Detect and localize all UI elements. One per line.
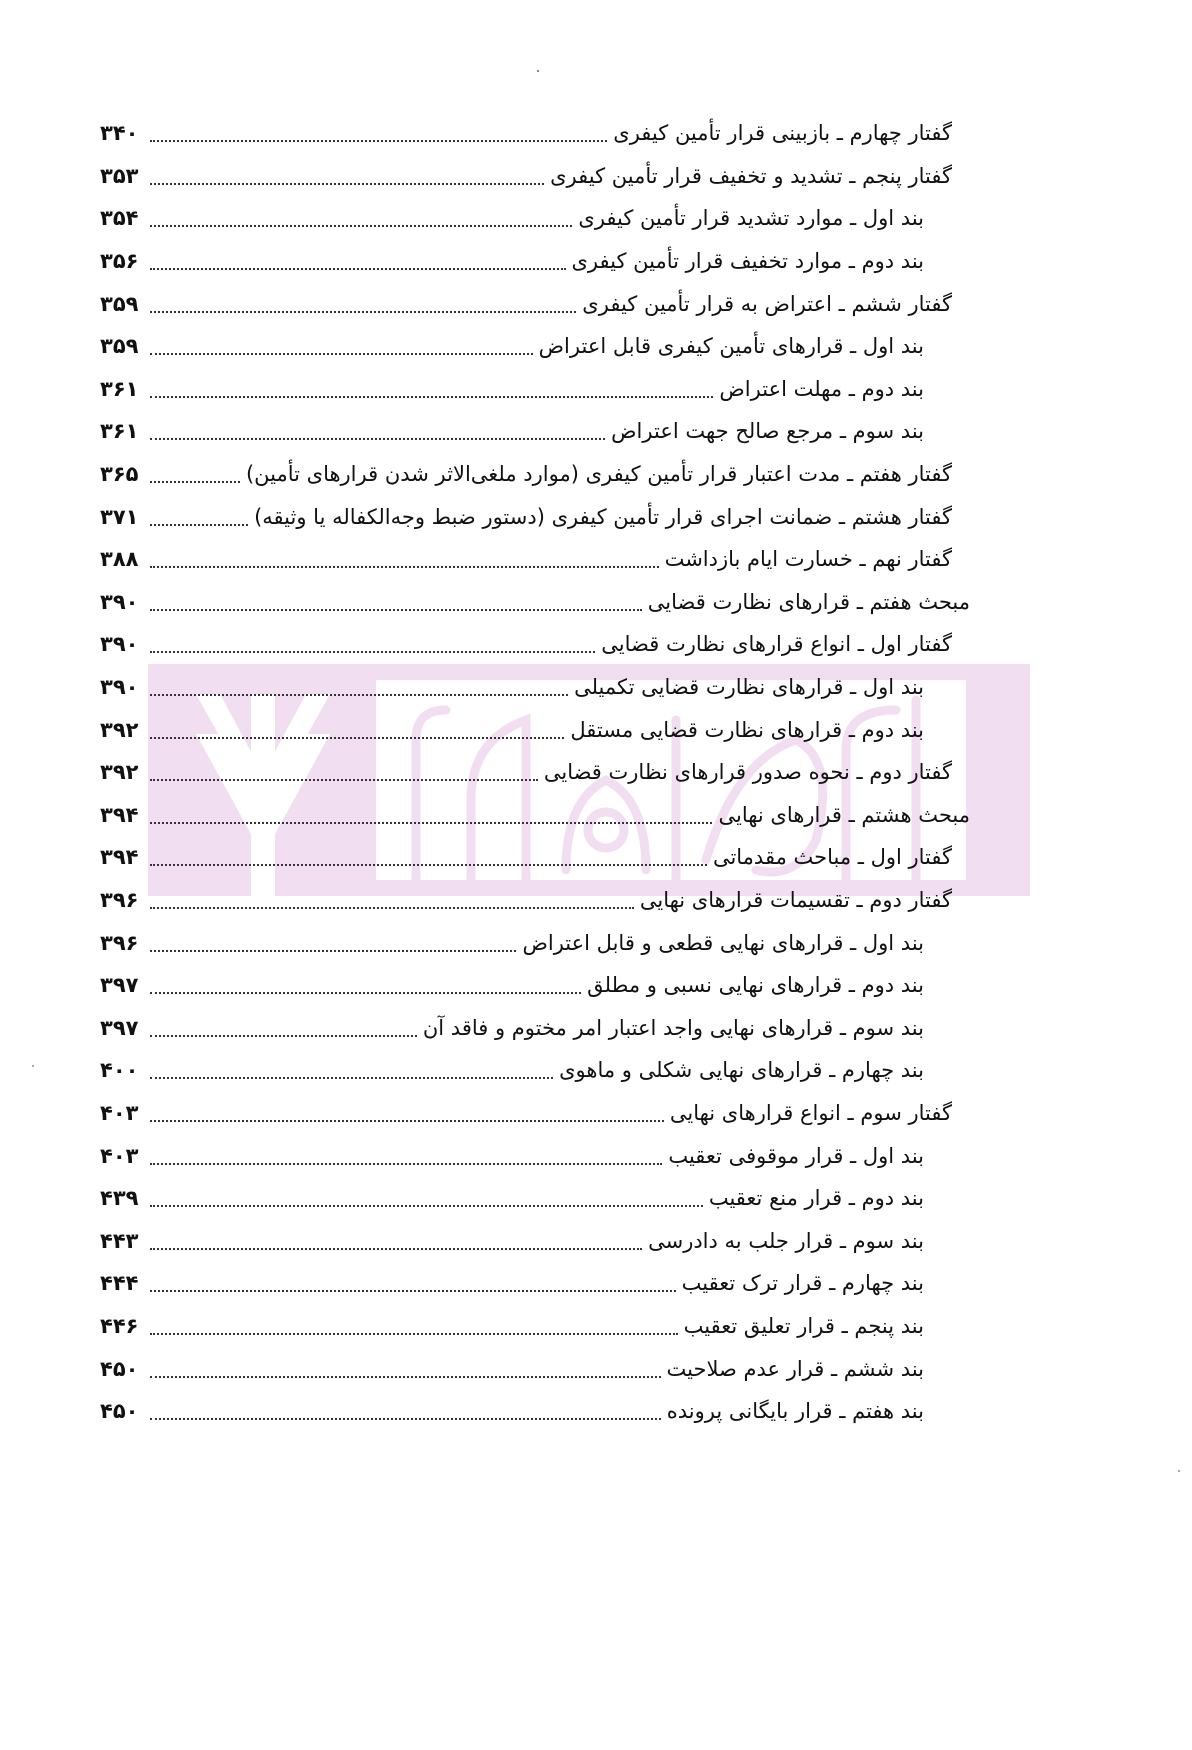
toc-entry[interactable] (100, 836, 970, 879)
dot-leader (150, 1120, 664, 1122)
dot-leader (150, 864, 707, 866)
dot-leader (150, 1035, 417, 1037)
scan-speck (537, 70, 539, 72)
dot-leader (150, 353, 533, 355)
dot-leader (150, 907, 634, 909)
toc-page-number: ۳۹۶ (100, 930, 139, 955)
toc-page-number: ۳۹۴ (100, 802, 139, 827)
dot-leader (150, 694, 568, 696)
toc-page-number: ۳۹۷ (100, 973, 139, 998)
toc-page-number: ۳۹۲ (100, 760, 139, 785)
dot-leader (150, 1418, 661, 1420)
toc-page-number: ۴۰۳ (100, 1100, 139, 1125)
dot-leader (150, 225, 572, 227)
dot-leader (150, 779, 538, 781)
toc-page-number: ۳۸۸ (100, 547, 139, 572)
scan-speck (1178, 1470, 1180, 1472)
toc-page-number: ۳۶۱ (100, 376, 139, 401)
dot-leader (150, 1376, 661, 1378)
toc-entry-title: بند دوم ـ مهلت اعتراض (719, 376, 924, 401)
toc-entry[interactable] (100, 1177, 970, 1220)
toc-entry[interactable] (100, 1219, 970, 1262)
toc-entry-title: بند سوم ـ قرار جلب به دادرسی (648, 1228, 924, 1253)
toc-page-number: ۳۹۰ (100, 632, 139, 657)
toc-entry-title: گفتار هشتم ـ ضمانت اجرای قرار تأمین کیفری (دستور ضبط وجه‌الکفاله یا وثیقه) (254, 504, 952, 529)
toc-page-number: ۳۵۳ (100, 163, 139, 188)
toc-entry-title: گفتار سوم ـ انواع قرارهای نهایی (669, 1100, 952, 1125)
toc-entry-title: بند اول ـ قرار موقوفی تعقیب (668, 1143, 924, 1168)
toc-entry[interactable] (100, 751, 970, 794)
toc-entry-title: گفتار دوم ـ تقسیمات قرارهای نهایی (639, 887, 952, 912)
toc-page-number: ۳۴۰ (100, 121, 139, 146)
toc-page-number: ۴۳۹ (100, 1186, 139, 1211)
dot-leader (150, 651, 595, 653)
toc-entry[interactable] (100, 368, 970, 411)
dot-leader (150, 438, 605, 440)
toc-entry[interactable] (100, 410, 970, 453)
toc-entry-title: گفتار اول ـ مباحث مقدماتی (712, 845, 952, 870)
toc-entry-title: بند دوم ـ قرارهای نهایی نسبی و مطلق (587, 973, 924, 998)
toc-entry-title: بند چهارم ـ قرار ترک تعقیب (681, 1271, 924, 1296)
toc-page-number: ۴۴۳ (100, 1228, 139, 1253)
toc-entry-title: بند چهارم ـ قرارهای نهایی شکلی و ماهوی (559, 1058, 924, 1083)
toc-page-number: ۴۵۰ (100, 1399, 139, 1424)
toc-page-number: ۳۵۴ (100, 206, 139, 231)
toc-entry-title: بند سوم ـ مرجع صالح جهت اعتراض (611, 419, 924, 444)
toc-entry[interactable] (100, 964, 970, 1007)
toc-entry[interactable] (100, 879, 970, 922)
dot-leader (150, 1205, 703, 1207)
toc-entry[interactable] (100, 155, 970, 198)
toc-page-number: ۳۷۱ (100, 504, 139, 529)
toc-page-number: ۳۵۹ (100, 291, 139, 316)
toc-entry[interactable] (100, 666, 970, 709)
scan-speck (32, 1065, 34, 1067)
toc-entry-title: گفتار هفتم ـ مدت اعتبار قرار تأمین کیفری (موارد ملغی‌الاثر شدن قرارهای تأمین) (245, 462, 952, 487)
toc-page-number: ۳۹۰ (100, 675, 139, 700)
dot-leader (150, 1333, 678, 1335)
dot-leader (150, 183, 544, 185)
toc-entry[interactable] (100, 325, 970, 368)
toc-entry-title: گفتار دوم ـ نحوه صدور قرارهای نظارت قضایی (543, 760, 952, 785)
toc-page-number: ۴۰۰ (100, 1058, 139, 1083)
toc-entry-title: بند هفتم ـ قرار بایگانی پرونده (666, 1399, 924, 1424)
toc-entry[interactable] (100, 581, 970, 624)
toc-entry-title: بند اول ـ قرارهای نظارت قضایی تکمیلی (574, 675, 924, 700)
toc-entry-title: بند دوم ـ موارد تخفیف قرار تأمین کیفری (571, 249, 924, 274)
toc-page-number: ۴۴۴ (100, 1271, 139, 1296)
toc-entry-title: بند دوم ـ قرارهای نظارت قضایی مستقل (570, 717, 924, 742)
toc-entry[interactable] (100, 453, 970, 496)
toc-entry[interactable] (100, 1347, 970, 1390)
dot-leader (150, 396, 713, 398)
dot-leader (150, 737, 564, 739)
dot-leader (150, 1077, 553, 1079)
toc-entry[interactable] (100, 240, 970, 283)
toc-page-number: ۳۹۴ (100, 845, 139, 870)
table-of-contents (100, 112, 970, 1432)
toc-entry-title: بند سوم ـ قرارهای نهایی واجد اعتبار امر مختوم و فاقد آن (422, 1015, 924, 1040)
toc-entry[interactable] (100, 708, 970, 751)
dot-leader (150, 1163, 662, 1165)
toc-page-number: ۳۵۶ (100, 249, 139, 274)
toc-entry-title: بند اول ـ قرارهای تأمین کیفری قابل اعتراض (538, 334, 924, 359)
toc-entry-title: گفتار اول ـ انواع قرارهای نظارت قضایی (601, 632, 952, 657)
toc-page-number: ۳۹۰ (100, 589, 139, 614)
toc-page-number: ۴۴۶ (100, 1313, 139, 1338)
dot-leader (150, 566, 659, 568)
toc-page-number: ۳۹۲ (100, 717, 139, 742)
toc-entry[interactable] (100, 921, 970, 964)
toc-entry[interactable] (100, 1092, 970, 1135)
toc-entry[interactable] (100, 1390, 970, 1433)
toc-entry[interactable] (100, 282, 970, 325)
toc-entry[interactable] (100, 495, 970, 538)
toc-entry-title: مبحث هشتم ـ قرارهای نهایی (718, 802, 970, 827)
dot-leader (150, 822, 712, 824)
toc-entry-title: بند ششم ـ قرار عدم صلاحیت (666, 1356, 924, 1381)
toc-entry-title: بند دوم ـ قرار منع تعقیب (708, 1186, 924, 1211)
toc-page-number: ۳۹۶ (100, 887, 139, 912)
toc-entry[interactable] (100, 1305, 970, 1348)
toc-entry[interactable] (100, 197, 970, 240)
toc-entry[interactable] (100, 623, 970, 666)
toc-entry[interactable] (100, 538, 970, 581)
toc-page-number: ۳۶۱ (100, 419, 139, 444)
toc-entry-title: مبحث هفتم ـ قرارهای نظارت قضایی (647, 589, 970, 614)
toc-entry[interactable] (100, 1049, 970, 1092)
dot-leader (150, 268, 566, 270)
toc-entry-title: گفتار ششم ـ اعتراض به قرار تأمین کیفری (582, 291, 952, 316)
toc-entry-title: بند اول ـ قرارهای نهایی قطعی و قابل اعتراض (522, 930, 924, 955)
dot-leader (150, 992, 581, 994)
toc-entry[interactable] (100, 1134, 970, 1177)
toc-entry[interactable] (100, 1262, 970, 1305)
toc-page-number: ۴۵۰ (100, 1356, 139, 1381)
toc-entry-title: بند اول ـ موارد تشدید قرار تأمین کیفری (578, 206, 924, 231)
toc-page-number: ۳۶۵ (100, 462, 139, 487)
toc-entry-title: گفتار چهارم ـ بازبینی قرار تأمین کیفری (613, 121, 952, 146)
toc-entry[interactable] (100, 794, 970, 837)
dot-leader (150, 481, 240, 483)
dot-leader (150, 311, 576, 313)
toc-entry-title: بند پنجم ـ قرار تعلیق تعقیب (683, 1313, 924, 1338)
toc-page-number: ۳۹۷ (100, 1015, 139, 1040)
dot-leader (150, 524, 248, 526)
toc-entry[interactable] (100, 1006, 970, 1049)
dot-leader (150, 950, 516, 952)
toc-page-number: ۳۵۹ (100, 334, 139, 359)
toc-entry-title: گفتار پنجم ـ تشدید و تخفیف قرار تأمین کیفری (550, 163, 952, 188)
dot-leader (150, 1290, 676, 1292)
dot-leader (150, 140, 607, 142)
toc-page-number: ۴۰۳ (100, 1143, 139, 1168)
toc-entry-title: گفتار نهم ـ خسارت ایام بازداشت (664, 547, 952, 572)
dot-leader (150, 609, 642, 611)
dot-leader (150, 1248, 642, 1250)
toc-entry[interactable] (100, 112, 970, 155)
